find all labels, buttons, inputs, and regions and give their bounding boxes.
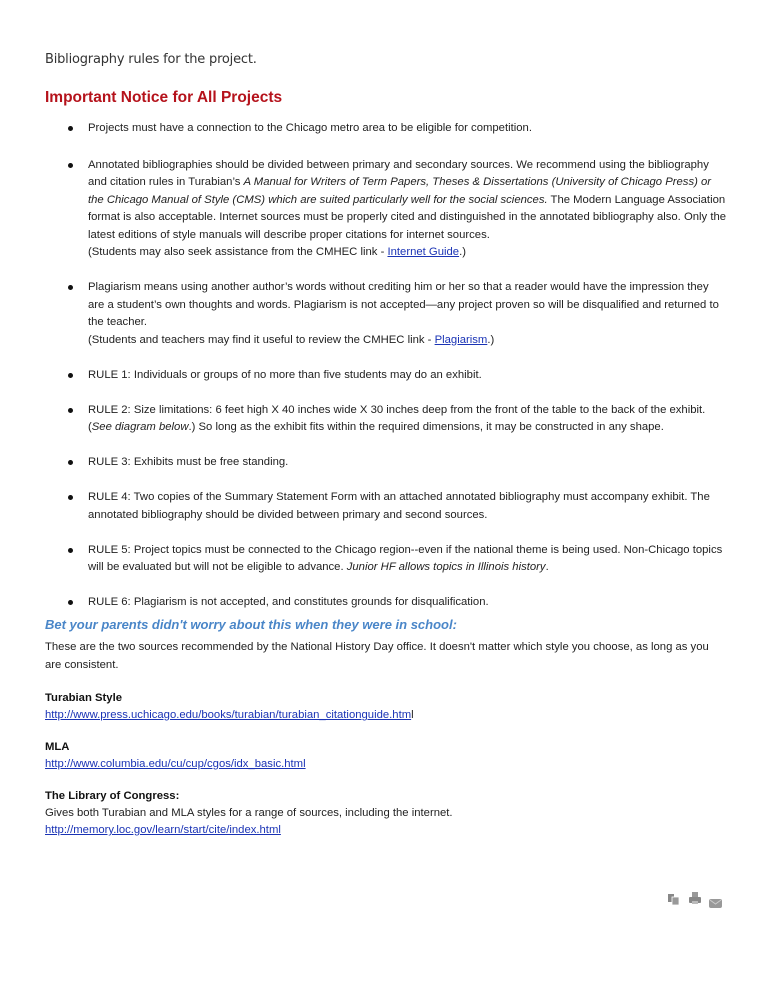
bullet-icon [68, 373, 73, 378]
source-title: The Library of Congress: [45, 790, 180, 802]
list-item [0, 279, 768, 349]
list-item-text: RULE 1: Individuals or groups of no more than five students may do an exhibit. [88, 368, 482, 381]
list-item-text: Annotated bibliographies should be divided between primary and secondary sources. We recommend using the bibliography and citation rules in Turabian’s A Manual for Writers of Term Papers, Theses & Dissertations (University of Chicago Press) or the Chicago Manual of Style (CMS) which are suited particularly well for the social sciences. The Modern Language Association format is also acceptable. Internet sources must be properly cited and distinguished in the annotated bibliography also. Only the latest editions of style manuals will describe proper citations for internet sources. [88, 158, 727, 241]
plagiarism-link[interactable]: Plagiarism [434, 333, 488, 346]
styles-intro-text: These are the two sources recommended by the National History Day office. It doesn't matter which style you choose, as long as you are consistent. [45, 641, 709, 671]
notice-list [0, 120, 768, 629]
source-title: Turabian Style [45, 692, 123, 704]
notice-heading: Important Notice for All Projects [45, 89, 283, 106]
source-turabian: Turabian Style http://www.press.uchicago.edu/books/turabian/turabian_citationguide.html [45, 690, 725, 724]
turabian-link[interactable]: http://www.press.uchicago.edu/books/turabian/turabian_citationguide.htm [45, 709, 412, 721]
list-item-text: Projects must have a connection to the Chicago metro area to be eligible for competition. [88, 122, 532, 134]
mla-link[interactable]: http://www.columbia.edu/cu/cup/cgos/idx_basic.html [45, 758, 306, 770]
source-library-of-congress [45, 788, 725, 839]
loc-link[interactable]: http://memory.loc.gov/learn/start/cite/index.html [45, 824, 281, 836]
copy-icon[interactable] [668, 893, 680, 911]
bullet-icon [68, 600, 73, 605]
bullet-icon [68, 285, 73, 290]
print-icon[interactable] [688, 892, 702, 910]
list-item [0, 542, 768, 577]
source-description: Gives both Turabian and MLA styles for a range of sources, including the internet. [45, 807, 453, 819]
bullet-icon [68, 495, 73, 500]
list-item [0, 454, 768, 472]
bullet-icon [68, 163, 73, 168]
list-item [0, 120, 768, 138]
list-item [0, 157, 768, 262]
list-item-text: Plagiarism means using another author’s words without crediting him or her so that a reader would have the impression they are a student’s own thoughts and words. Plagiarism is not accepted—any project proven so will be disqualified and returned to the teacher. [88, 281, 719, 328]
list-item-text: RULE 2: Size limitations: 6 feet high X 40 inches wide X 30 inches deep from the front of the table to the back of the exhibit. (See diagram below.) So long as the exhibit fits within the required dimensions, it may be constructed in any shape. [88, 403, 706, 433]
internet-guide-link[interactable]: Internet Guide [387, 246, 460, 258]
source-title: MLA [45, 741, 70, 753]
list-item [0, 402, 768, 437]
list-item-note: (Students may also seek assistance from the CMHEC link - Internet Guide.) [88, 246, 466, 258]
email-icon[interactable] [709, 895, 722, 913]
intro-text: Bibliography rules for the project. [45, 52, 257, 67]
list-item [0, 594, 768, 612]
list-item [0, 489, 768, 524]
list-item-text: RULE 5: Project topics must be connected to the Chicago region--even if the national theme is being used. Non-Chicago topics will be evaluated but will not be eligible to advance. Junior HF allows topics in Illinois history. [88, 543, 723, 573]
source-mla [45, 739, 725, 773]
styles-heading: Bet your parents didn't worry about this when they were in school: [45, 617, 457, 632]
bullet-icon [68, 460, 73, 465]
list-item [0, 367, 768, 385]
list-item-note: (Students and teachers may find it useful to review the CMHEC link - Plagiarism.) [88, 333, 495, 346]
list-item-text: RULE 4: Two copies of the Summary Statement Form with an attached annotated bibliography must accompany exhibit. The annotated bibliography should be divided between primary and second sources. [88, 491, 710, 521]
list-item-text: RULE 6: Plagiarism is not accepted, and constitutes grounds for disqualification. [88, 596, 489, 608]
list-item-text: RULE 3: Exhibits must be free standing. [88, 456, 289, 468]
bullet-icon [68, 548, 73, 553]
bullet-icon [68, 408, 73, 413]
bullet-icon [68, 126, 73, 131]
